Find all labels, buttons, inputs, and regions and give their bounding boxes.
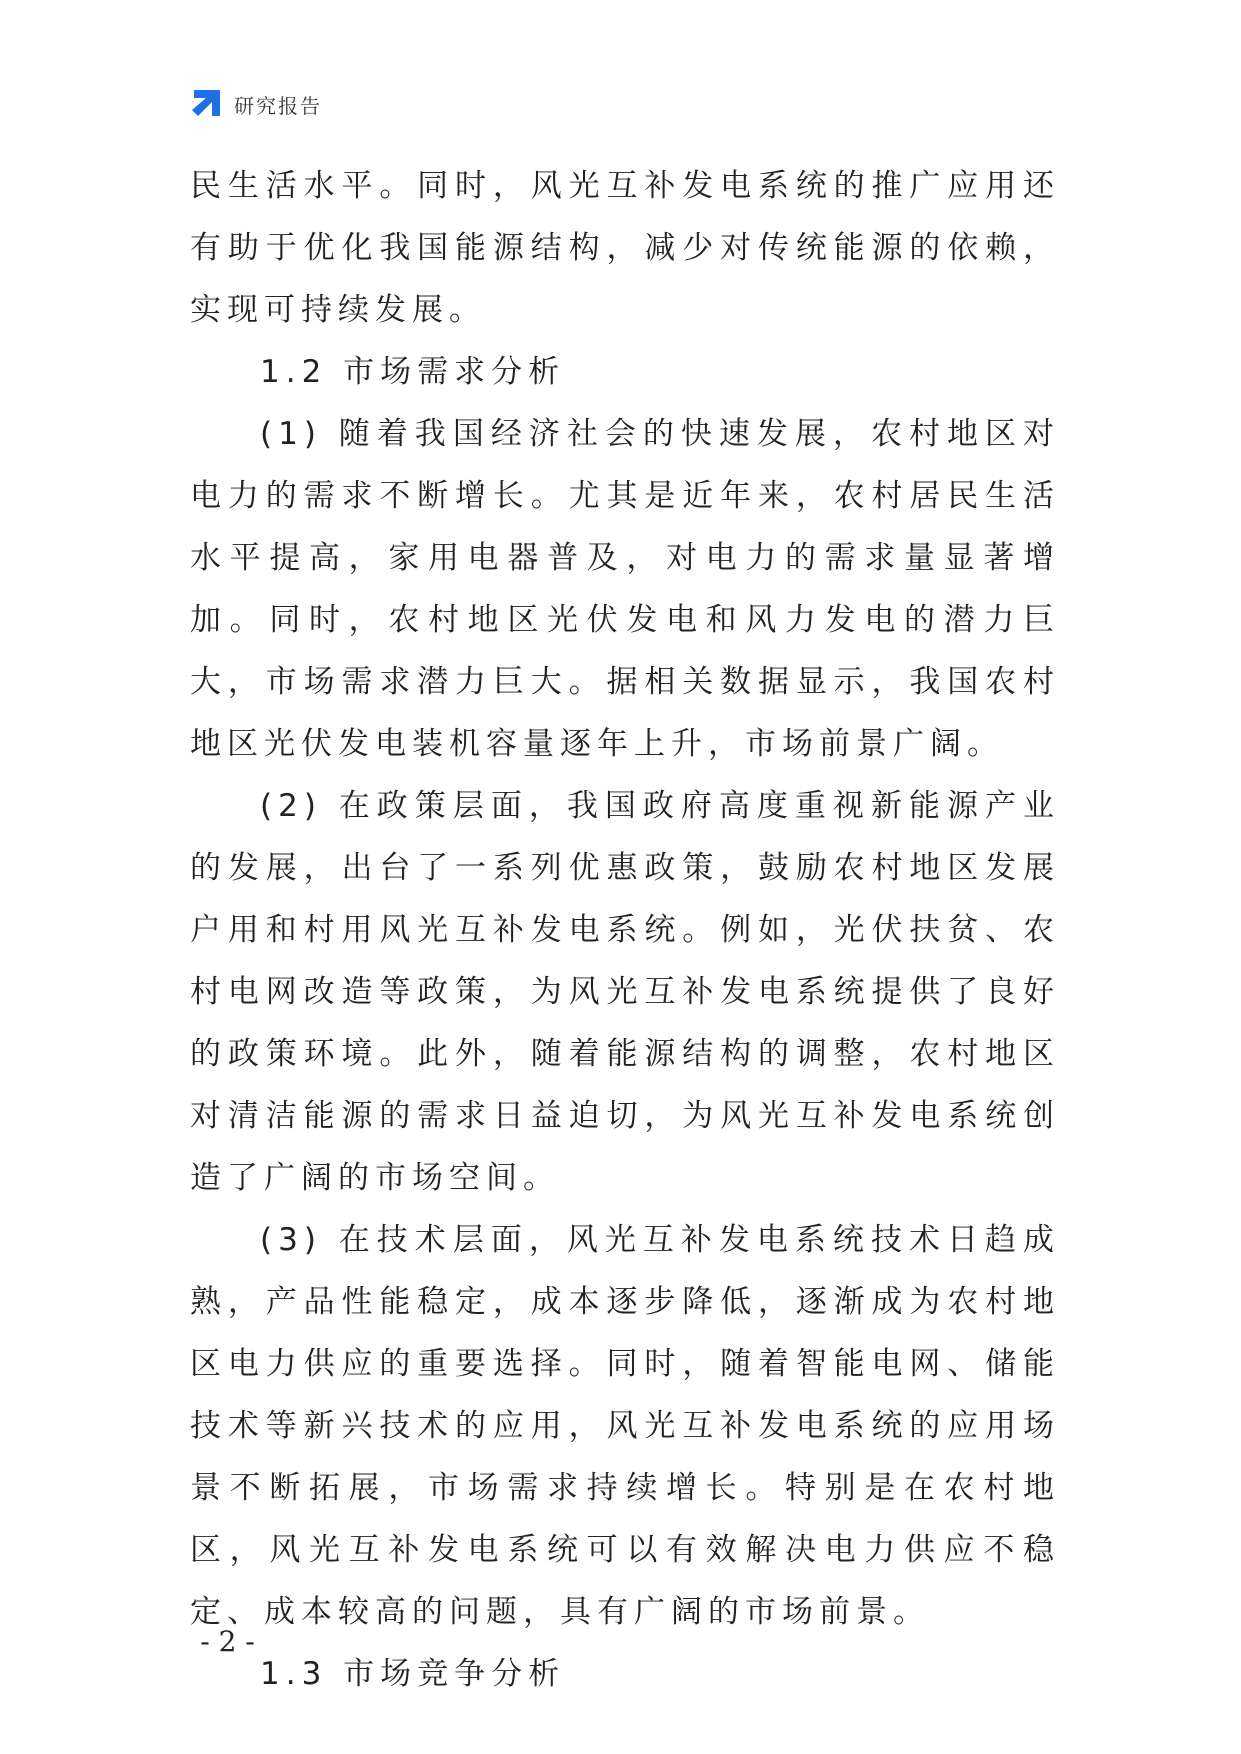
paragraph-demand-2: (2) 在政策层面，我国政府高度重视新能源产业的发展，出台了一系列优惠政策，鼓励农村地区发展户用和村用风光互补发电系统。例如，光伏扶贫、农村电网改造等政策，为风光互补发电系统提供了良好的政策环境。此外，随着能源结构的调整，农村地区对清洁能源的需求日益迫切，为风光互补发电系统创造了广阔的市场空间。 <box>190 788 1060 1196</box>
paragraph-demand-3: (3) 在技术层面，风光互补发电系统技术日趋成熟，产品性能稳定，成本逐步降低，逐渐成为农村地区电力供应的重要选择。同时，随着智能电网、储能技术等新兴技术的应用，风光互补发电系统的应用场景不断拓展，市场需求持续增长。特别是在农村地区，风光互补发电系统可以有效解决电力供应不稳定、成本较高的问题，具有广阔的市场前景。 <box>190 1222 1060 1630</box>
header-title: 研究报告 <box>234 93 322 118</box>
paragraph-continuation: 民生活水平。同时，风光互补发电系统的推广应用还有助于优化我国能源结构，减少对传统能源的依赖，实现可持续发展。 <box>190 168 1060 328</box>
section-heading-1-2: 1.2 市场需求分析 <box>260 354 566 390</box>
page-number: - 2 - <box>200 1625 255 1658</box>
paragraph-demand-1: (1) 随着我国经济社会的快速发展，农村地区对电力的需求不断增长。尤其是近年来，农村居民生活水平提高，家用电器普及，对电力的需求量显著增加。同时，农村地区光伏发电和风力发电的潜力巨大，市场需求潜力巨大。据相关数据显示，我国农村地区光伏发电装机容量逐年上升，市场前景广阔。 <box>190 416 1060 762</box>
section-heading-1-3: 1.3 市场竞争分析 <box>260 1656 566 1692</box>
document-body <box>190 155 1060 1705</box>
page-header <box>190 86 322 122</box>
report-logo-icon <box>190 88 222 120</box>
